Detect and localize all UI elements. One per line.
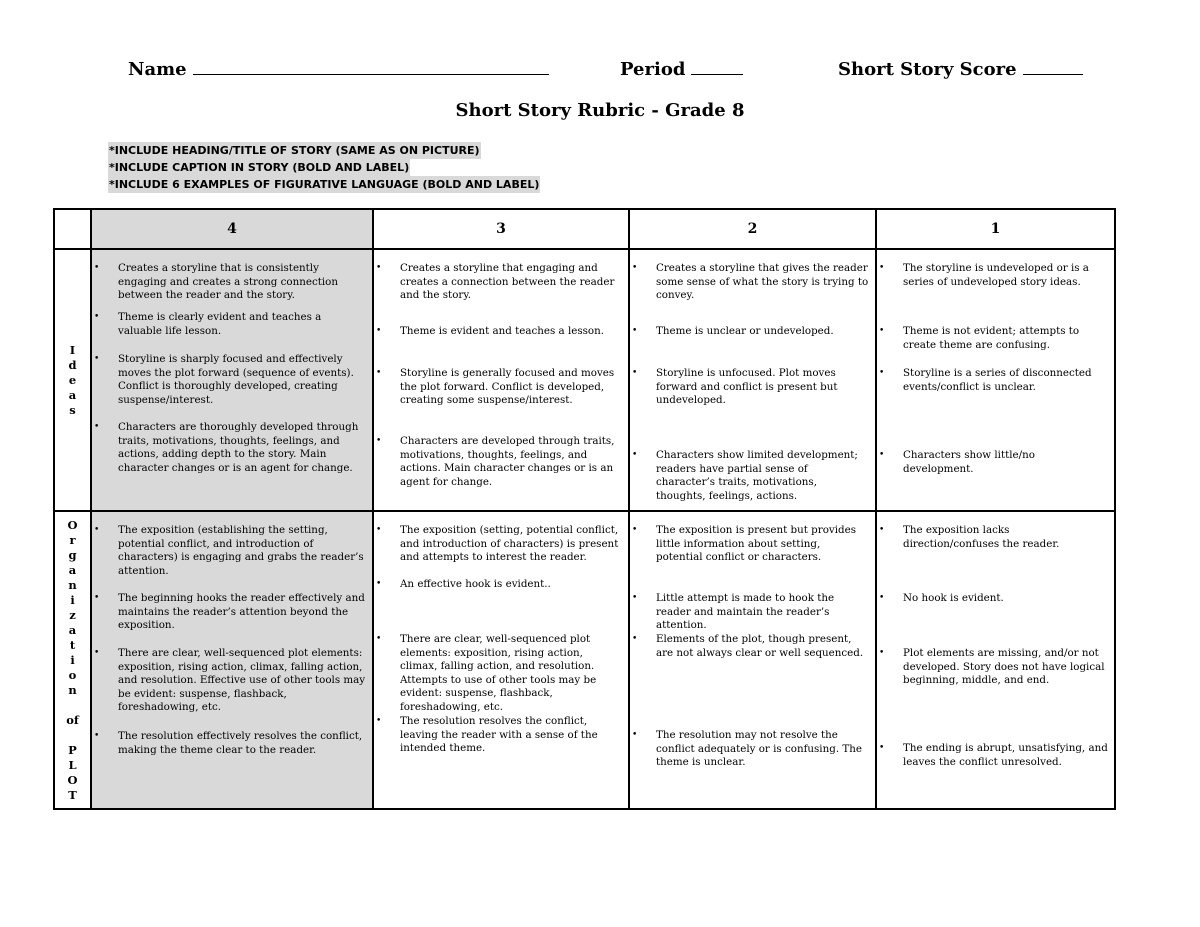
row-label-letter: d [68, 357, 77, 372]
criteria-text: An effective hook is evident.. [400, 578, 551, 590]
row-label-ideas [54, 249, 91, 511]
criteria-text: The resolution may not resolve the conflict adequately or is confusing. The theme is unclear. [656, 729, 862, 769]
row-label-letter: t [69, 637, 76, 652]
bullet-icon: • [879, 743, 885, 753]
bullet-icon: • [879, 525, 885, 535]
criteria-bullet [374, 262, 622, 303]
criteria-bullet [630, 729, 869, 770]
bullet-icon: • [879, 593, 885, 603]
criteria-bullet [630, 633, 869, 660]
bullet-icon: • [94, 312, 100, 322]
criteria-text: Theme is not evident; attempts to create theme are confusing. [903, 325, 1080, 351]
row-label-letter: a [68, 387, 77, 402]
bullet-icon: • [376, 634, 382, 644]
score-column-header: 4 [91, 209, 373, 249]
row-label-letter: n [68, 577, 77, 592]
row-label-letter: i [70, 592, 75, 607]
period-label: Period [620, 59, 686, 80]
bullet-icon: • [94, 593, 100, 603]
bullet-icon: • [376, 579, 382, 589]
criteria-text: There are clear, well-sequenced plot elements: exposition, rising action, climax, falling action, and resolution. Attempts to use of other tools may be evident: suspense, flashback, foreshadowing, etc. [400, 633, 597, 713]
criteria-cell [629, 511, 876, 809]
criteria-text: Storyline is unfocused. Plot moves forward and conflict is present but undeveloped. [656, 367, 838, 407]
bullet-icon: • [632, 525, 638, 535]
criteria-bullet [92, 592, 366, 633]
criteria-cell [876, 249, 1115, 511]
criteria-bullet [877, 325, 1108, 352]
criteria-bullet [630, 325, 869, 339]
score-column-header: 3 [373, 209, 629, 249]
row-label-letter: of [66, 712, 79, 727]
bullet-icon: • [632, 634, 638, 644]
instruction-item: *INCLUDE HEADING/TITLE OF STORY (SAME AS ON PICTURE) [109, 144, 480, 157]
criteria-bullet [877, 367, 1108, 394]
row-label-letter: o [68, 667, 77, 682]
criteria-bullet [630, 449, 869, 503]
criteria-bullet [877, 592, 1108, 606]
score-blank-line[interactable] [1023, 56, 1083, 75]
score-field[interactable] [838, 56, 1083, 80]
bullet-icon: • [94, 422, 100, 432]
criteria-bullet [630, 524, 869, 565]
criteria-bullet [630, 592, 869, 633]
criteria-text: Storyline is sharply focused and effectively moves the plot forward (sequence of events). Conflict is thoroughly developed, creating suspense/interest. [118, 353, 354, 406]
criteria-text: Elements of the plot, though present, are not always clear or well sequenced. [656, 633, 864, 659]
bullet-icon: • [376, 263, 382, 273]
criteria-text: The exposition is present but provides little information about setting, potential conflict or characters. [656, 524, 856, 564]
criteria-text: There are clear, well-sequenced plot elements: exposition, rising action, climax, falling action, and resolution. Effective use of other tools may be evident: suspense, flashback, foreshadowing, etc. [118, 647, 366, 714]
criteria-bullet [374, 715, 622, 756]
criteria-text: Plot elements are missing, and/or not developed. Story does not have logical beginning, middle, and end. [903, 647, 1105, 687]
criteria-bullet [374, 524, 622, 565]
criteria-text: The beginning hooks the reader effectively and maintains the reader’s attention beyond the exposition. [118, 592, 365, 632]
criteria-text: Creates a storyline that gives the reader some sense of what the story is trying to convey. [656, 262, 869, 302]
criteria-text: Characters show limited development; readers have partial sense of character’s traits, motivations, thoughts, feelings, actions. [656, 449, 858, 502]
corner-cell [54, 209, 91, 249]
criteria-text: Creates a storyline that engaging and creates a connection between the reader and the story. [400, 262, 615, 302]
bullet-icon: • [376, 368, 382, 378]
student-header [0, 56, 1200, 86]
criteria-bullet [374, 633, 622, 715]
criteria-text: Creates a storyline that is consistently engaging and creates a strong connection between the reader and the story. [118, 262, 338, 302]
instructions-list [108, 142, 540, 193]
criteria-text: The exposition (setting, potential conflict, and introduction of characters) is present and attempts to interest the reader. [400, 524, 619, 564]
criteria-bullet [877, 449, 1108, 476]
name-field[interactable] [128, 56, 549, 80]
instruction-item: *INCLUDE 6 EXAMPLES OF FIGURATIVE LANGUAGE (BOLD AND LABEL) [109, 178, 540, 191]
criteria-text: No hook is evident. [903, 592, 1004, 604]
bullet-icon: • [94, 731, 100, 741]
criteria-bullet [877, 742, 1108, 769]
criteria-bullet [374, 578, 622, 592]
criteria-cell [876, 511, 1115, 809]
criteria-cell [373, 511, 629, 809]
rubric-table [53, 208, 1116, 810]
bullet-icon: • [376, 525, 382, 535]
criteria-bullet [374, 325, 622, 339]
row-label-letter: r [69, 532, 76, 547]
row-label-letter: T [68, 787, 77, 802]
criteria-cell [91, 249, 373, 511]
criteria-text: Theme is evident and teaches a lesson. [400, 325, 605, 337]
row-label-letter: O [67, 772, 78, 787]
bullet-icon: • [879, 368, 885, 378]
row-label-letter: s [69, 402, 76, 417]
criteria-bullet [92, 647, 366, 715]
bullet-icon: • [879, 648, 885, 658]
criteria-text: The resolution effectively resolves the conflict, making the theme clear to the reader. [118, 730, 363, 756]
criteria-text: Theme is unclear or undeveloped. [656, 325, 834, 337]
page-title: Short Story Rubric - Grade 8 [455, 100, 745, 121]
rubric-row-organization [54, 511, 1115, 809]
bullet-icon: • [632, 326, 638, 336]
row-label-letter: a [68, 562, 77, 577]
period-blank-line[interactable] [691, 56, 743, 75]
criteria-text: Storyline is a series of disconnected events/conflict is unclear. [903, 367, 1092, 393]
bullet-icon: • [376, 326, 382, 336]
bullet-icon: • [632, 263, 638, 273]
row-label-letter: g [68, 547, 77, 562]
criteria-text: Theme is clearly evident and teaches a valuable life lesson. [118, 311, 322, 337]
criteria-text: Characters show little/no development. [903, 449, 1035, 475]
rubric-row-ideas [54, 249, 1115, 511]
row-label-letter [55, 728, 90, 743]
criteria-text: The ending is abrupt, unsatisfying, and leaves the conflict unresolved. [903, 742, 1108, 768]
criteria-text: The exposition lacks direction/confuses the reader. [903, 524, 1060, 550]
score-column-header: 2 [629, 209, 876, 249]
score-header-row [54, 209, 1115, 249]
bullet-icon: • [94, 354, 100, 364]
row-label-organization-of-plot [54, 511, 91, 809]
criteria-bullet [92, 353, 366, 407]
bullet-icon: • [879, 263, 885, 273]
row-label-letter: e [68, 372, 77, 387]
row-label-letter: a [68, 622, 77, 637]
criteria-bullet [92, 421, 366, 475]
criteria-text: Characters are developed through traits, motivations, thoughts, feelings, and actions. Main character changes or is an agent for change. [400, 435, 615, 488]
bullet-icon: • [879, 326, 885, 336]
name-blank-line[interactable] [193, 56, 549, 75]
criteria-bullet [630, 367, 869, 408]
period-field[interactable] [620, 56, 743, 80]
criteria-text: Little attempt is made to hook the reader and maintain the reader’s attention. [656, 592, 835, 632]
criteria-bullet [877, 647, 1108, 688]
row-label-letter: n [68, 682, 77, 697]
row-label-letter: I [69, 342, 76, 357]
score-column-header: 1 [876, 209, 1115, 249]
bullet-icon: • [94, 648, 100, 658]
row-label-letter: O [67, 517, 78, 532]
criteria-cell [91, 511, 373, 809]
criteria-bullet [374, 367, 622, 408]
criteria-text: The exposition (establishing the setting, potential conflict, and introduction of characters) is engaging and grabs the reader’s attention. [118, 524, 364, 577]
name-label: Name [128, 59, 187, 80]
criteria-bullet [630, 262, 869, 303]
criteria-bullet [92, 730, 366, 757]
criteria-bullet [877, 524, 1108, 551]
row-label-letter: z [69, 607, 76, 622]
bullet-icon: • [94, 525, 100, 535]
score-label: Short Story Score [838, 59, 1017, 80]
criteria-text: The resolution resolves the conflict, leaving the reader with a sense of the intended theme. [400, 715, 598, 755]
criteria-cell [373, 249, 629, 511]
bullet-icon: • [376, 436, 382, 446]
criteria-bullet [92, 262, 366, 303]
criteria-cell [629, 249, 876, 511]
criteria-bullet [92, 311, 366, 338]
criteria-bullet [92, 524, 366, 578]
row-label-letter: P [68, 742, 77, 757]
criteria-bullet [374, 435, 622, 489]
bullet-icon: • [632, 593, 638, 603]
criteria-text: Storyline is generally focused and moves the plot forward. Conflict is developed, creating some suspense/interest. [400, 367, 615, 407]
criteria-text: The storyline is undeveloped or is a series of undeveloped story ideas. [903, 262, 1089, 288]
bullet-icon: • [632, 368, 638, 378]
instruction-item: *INCLUDE CAPTION IN STORY (BOLD AND LABEL) [109, 161, 410, 174]
bullet-icon: • [879, 450, 885, 460]
row-label-letter: i [70, 652, 75, 667]
criteria-text: Characters are thoroughly developed through traits, motivations, thoughts, feelings, and actions, adding depth to the story. Main character changes or is an agent for change. [118, 421, 359, 474]
bullet-icon: • [376, 716, 382, 726]
bullet-icon: • [94, 263, 100, 273]
bullet-icon: • [632, 450, 638, 460]
row-label-letter: L [68, 757, 77, 772]
criteria-bullet [877, 262, 1108, 289]
bullet-icon: • [632, 730, 638, 740]
row-label-letter [55, 698, 90, 713]
